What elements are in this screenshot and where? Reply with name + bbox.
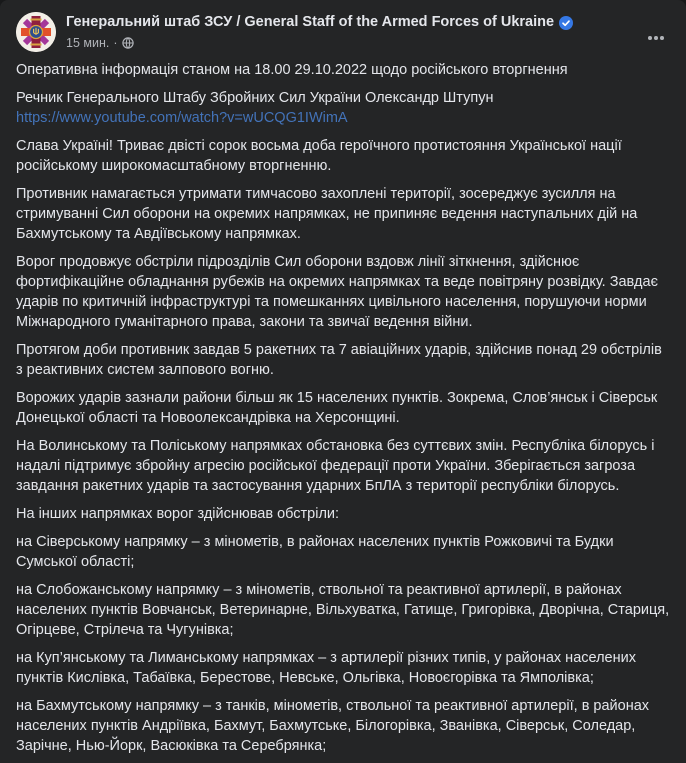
paragraph-text: На інших напрямках ворог здійснював обстріли: bbox=[16, 506, 340, 522]
post-paragraph bbox=[16, 436, 670, 496]
paragraph-text: Слава Україні! Триває двісті сорок восьма доба героїчного протистояння Української нації російському широкомасштабному вторгненню. bbox=[16, 138, 626, 174]
paragraph-text: на Слобожанському напрямку – з мінометів, ствольної та реактивної артилерії, в районах населених пунктів Вовчанськ, Ветеринарне, Вільхуватка, Гатище, Григорівка, Дворічна, Стариця, Огірцеве, Стрілеча та Чугунівка; bbox=[16, 582, 674, 638]
post-paragraph bbox=[16, 696, 670, 756]
post-body bbox=[0, 52, 686, 756]
page-name-link[interactable] bbox=[66, 13, 573, 32]
paragraph-text: на Куп’янському та Лиманському напрямках – з артилерії різних типів, у районах населених пунктів Кислівка, Табаївка, Берестове, Невське, Ольгівка, Новоєгорівка та Ямполівка; bbox=[16, 650, 640, 686]
general-staff-emblem-icon bbox=[16, 12, 56, 52]
page-avatar[interactable] bbox=[16, 12, 56, 52]
globe-icon bbox=[122, 37, 134, 49]
ellipsis-icon bbox=[660, 36, 664, 40]
post-paragraph bbox=[16, 136, 670, 176]
more-options-button[interactable] bbox=[640, 22, 672, 54]
post-paragraph bbox=[16, 184, 670, 244]
paragraph-text: на Бахмутському напрямку – з танків, мінометів, ствольної та реактивної артилерії, в районах населених пунктів Андріївка, Бахмут, Бахмутське, Білогорівка, Званівка, Сіверськ, Соледар, Зарічне, Нью-Йорк, Васюківка та Серебрянка; bbox=[16, 698, 654, 754]
post-paragraph bbox=[16, 532, 670, 572]
post-header bbox=[0, 0, 686, 52]
timestamp[interactable]: 15 мин. bbox=[66, 36, 110, 50]
post-paragraph bbox=[16, 340, 670, 380]
paragraph-text: Противник намагається утримати тимчасово захоплені території, зосереджує зусилля на стримуванні Сил оборони на окремих напрямках, не припиняє ведення наступальних дій на Бахмутському та Авдіївському напрямках. bbox=[16, 186, 642, 242]
post-paragraph bbox=[16, 580, 674, 640]
post-paragraph bbox=[16, 648, 670, 688]
ellipsis-icon bbox=[654, 36, 658, 40]
paragraph-text: Речник Генерального Штабу Збройних Сил України Олександр Штупун bbox=[16, 90, 494, 106]
post-paragraph bbox=[16, 388, 670, 428]
post-paragraph bbox=[16, 60, 670, 80]
ellipsis-icon bbox=[648, 36, 652, 40]
meta-separator: · bbox=[113, 36, 118, 50]
paragraph-text: На Волинському та Поліському напрямках обстановка без суттєвих змін. Республіка білорусь і надалі підтримує збройну агресію російської федерації проти України. Зберігається загроза завдання ракетних ударів та застосування ударних БпЛА з території республіки білорусь. bbox=[16, 438, 659, 494]
paragraph-text: на Сіверському напрямку – з мінометів, в районах населених пунктів Рожковичі та Будки Сумської області; bbox=[16, 534, 618, 570]
verified-badge-icon bbox=[559, 16, 573, 30]
post-paragraph bbox=[16, 88, 670, 128]
post-paragraph bbox=[16, 252, 670, 332]
paragraph-text: Оперативна інформація станом на 18.00 29.10.2022 щодо російського вторгнення bbox=[16, 62, 568, 78]
paragraph-text: Ворожих ударів зазнали райони більш як 15 населених пунктів. Зокрема, Слов’янськ і Сіверськ Донецької області та Новоолександрівка на Херсонщині. bbox=[16, 390, 662, 426]
paragraph-text: Протягом доби противник завдав 5 ракетних та 7 авіаційних ударів, здійснив понад 29 обстрілів з реактивних систем залпового вогню. bbox=[16, 342, 666, 378]
post-meta bbox=[66, 35, 573, 51]
post-header-text bbox=[66, 12, 573, 51]
youtube-link[interactable]: https://www.youtube.com/watch?v=wUCQG1IWimA bbox=[16, 110, 348, 126]
post-paragraph bbox=[16, 504, 670, 524]
paragraph-text: Ворог продовжує обстріли підрозділів Сил оборони вздовж лінії зіткнення, здійснює фортифікаційне обладнання рубежів на окремих напрямках та веде повітряну розвідку. Завдає ударів по критичній інфраструктурі та помешканнях цивільного населення, порушуючи норми Міжнародного гуманітарного права, закони та звичаї ведення війни. bbox=[16, 254, 663, 330]
page-name: Генеральний штаб ЗСУ / General Staff of the Armed Forces of Ukraine bbox=[66, 14, 555, 30]
